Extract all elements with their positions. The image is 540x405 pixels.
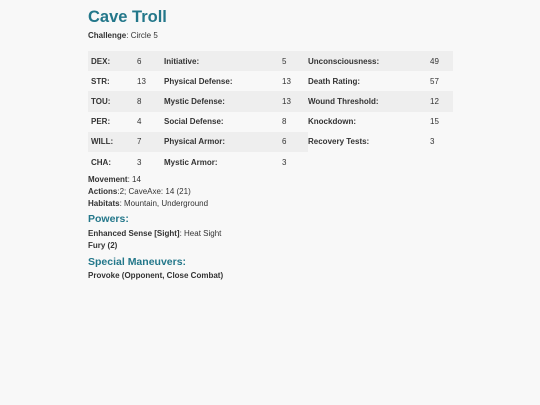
actions-line: Actions:2; CaveAxe: 14 (21) xyxy=(88,187,191,196)
health-value: 15 xyxy=(430,117,439,127)
movement-value: 14 xyxy=(132,175,141,184)
health-label xyxy=(308,152,430,172)
characteristic-value: 8 xyxy=(282,117,287,127)
health-value: 12 xyxy=(430,91,453,111)
attribute-value: 8 xyxy=(137,91,164,111)
stats-row xyxy=(88,112,453,132)
attribute-value: 6 xyxy=(137,51,164,71)
attribute-label: STR: xyxy=(91,76,110,86)
attribute-value: 13 xyxy=(137,76,146,86)
actions-label: Actions xyxy=(88,187,118,196)
stats-row xyxy=(88,51,453,71)
characteristic-value: 3 xyxy=(282,157,287,167)
health-label: Wound Threshold: xyxy=(308,91,430,111)
maneuver-name: Provoke (Opponent, Close Combat) xyxy=(88,271,224,280)
power-detail: Heat Sight xyxy=(184,229,222,238)
characteristic-label: Physical Defense: xyxy=(164,76,233,86)
attribute-label: WILL: xyxy=(88,132,137,152)
characteristic-label: Social Defense: xyxy=(164,117,224,127)
habitats-label: Habitats xyxy=(88,199,120,208)
attribute-value: 7 xyxy=(137,132,164,152)
stats-row xyxy=(88,132,453,152)
attribute-label: PER: xyxy=(91,117,111,127)
power-item xyxy=(88,241,117,251)
characteristic-value: 6 xyxy=(282,132,308,152)
challenge-value: Circle 5 xyxy=(130,31,158,40)
power-item: Enhanced Sense [Sight]: Heat Sight xyxy=(88,229,222,238)
stats-row xyxy=(88,71,453,91)
power-name: Fury (2) xyxy=(88,241,118,250)
health-value: 57 xyxy=(430,76,439,86)
stats-row xyxy=(88,152,453,172)
health-label: Recovery Tests: xyxy=(308,137,370,147)
attribute-value: 3 xyxy=(137,157,142,167)
power-name: Enhanced Sense [Sight] xyxy=(88,229,180,238)
stats-table xyxy=(88,51,453,172)
characteristic-label: Physical Armor: xyxy=(164,132,282,152)
special-maneuvers-heading: Special Maneuvers: xyxy=(88,256,187,268)
characteristic-label: Initiative: xyxy=(164,51,282,71)
page-title: Cave Troll xyxy=(88,8,167,26)
characteristic-value: 5 xyxy=(282,51,308,71)
characteristic-label: Mystic Defense: xyxy=(164,91,282,111)
attribute-value: 4 xyxy=(137,117,142,127)
powers-heading: Powers: xyxy=(88,213,129,225)
health-value: 3 xyxy=(430,137,435,147)
characteristic-value: 13 xyxy=(282,76,291,86)
stats-row xyxy=(88,91,453,111)
health-label: Death Rating: xyxy=(308,76,360,86)
movement-line: Movement: 14 xyxy=(88,175,141,184)
habitats-line: Habitats: Mountain, Underground xyxy=(88,199,209,208)
maneuver-item xyxy=(88,271,223,281)
health-value: 49 xyxy=(430,51,453,71)
health-label: Knockdown: xyxy=(308,117,356,127)
challenge-line: Challenge: Circle 5 xyxy=(88,31,158,40)
movement-label: Movement xyxy=(88,175,128,184)
challenge-label: Challenge xyxy=(88,31,127,40)
actions-value: 2; CaveAxe: 14 (21) xyxy=(119,187,191,196)
habitats-value: Mountain, Underground xyxy=(124,199,209,208)
attribute-label: TOU: xyxy=(88,91,137,111)
characteristic-label: Mystic Armor: xyxy=(164,157,218,167)
health-value xyxy=(430,152,453,172)
health-label: Unconsciousness: xyxy=(308,51,430,71)
attribute-label: CHA: xyxy=(91,157,111,167)
characteristic-value: 13 xyxy=(282,91,308,111)
attribute-label: DEX: xyxy=(88,51,137,71)
